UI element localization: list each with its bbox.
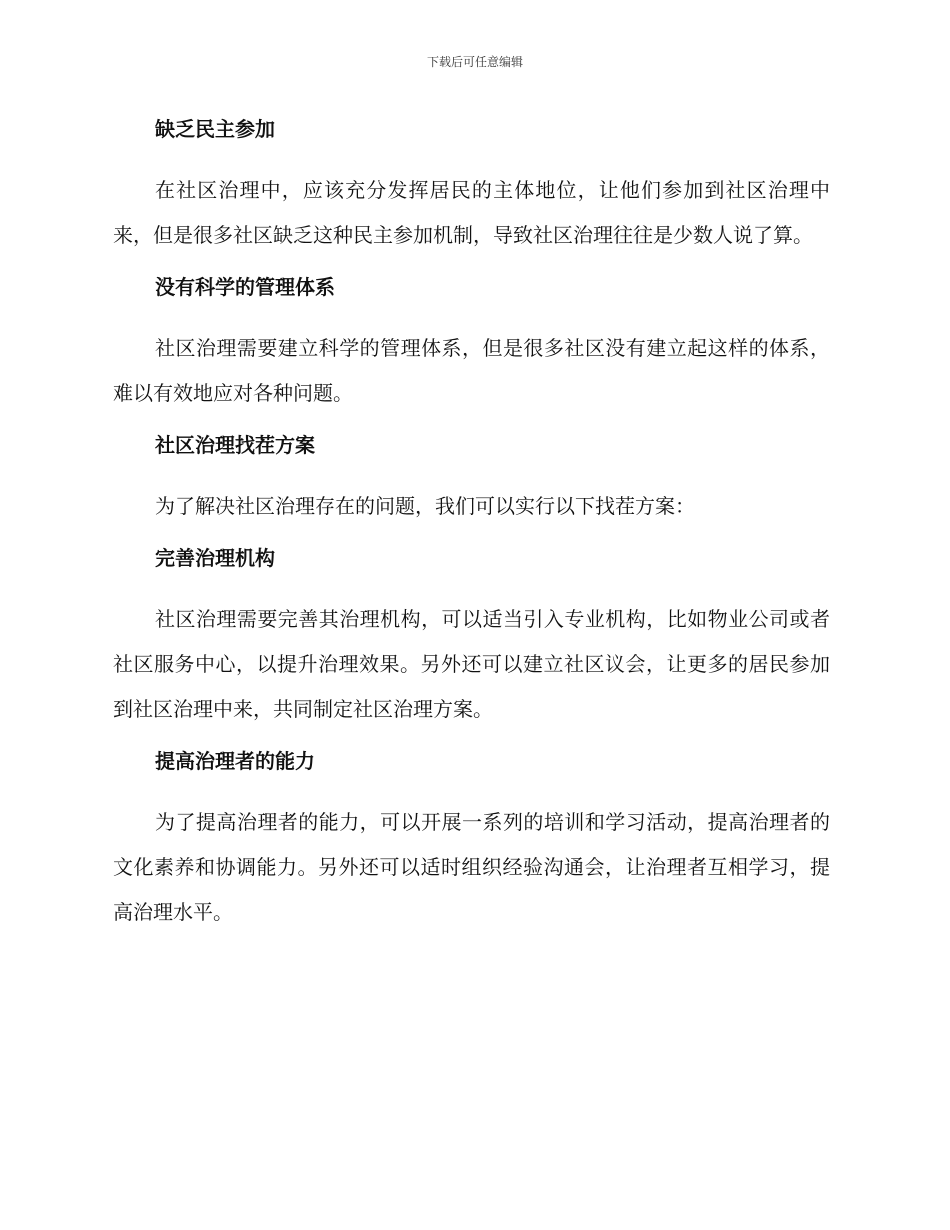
document-body: [113, 112, 830, 947]
section-paragraph-improve-institutions: 社区治理需要完善其治理机构，可以适当引入专业机构，比如物业公司或者社区服务中心，以提升治理效果。另外还可以建立社区议会，让更多的居民参加到社区治理中来，共同制定社区治理方案。: [113, 607, 830, 721]
section-paragraph-lack-democratic-participation: 在社区治理中，应该充分发挥居民的主体地位，让他们参加到社区治理中来，但是很多社区缺乏这种民主参加机制，导致社区治理往往是少数人说了算。: [113, 178, 830, 247]
section-heading-no-management-system: 没有科学的管理体系: [155, 275, 335, 299]
section-paragraph-no-management-system: 社区治理需要建立科学的管理体系，但是很多社区没有建立起这样的体系，难以有效地应对各种问题。: [113, 336, 830, 405]
section-heading-improve-ability: 提高治理者的能力: [155, 749, 315, 773]
section-paragraph-improve-ability: 为了提高治理者的能力，可以开展一系列的培训和学习活动，提高治理者的文化素养和协调能力。另外还可以适时组织经验沟通会，让治理者互相学习，提高治理水平。: [113, 810, 830, 924]
section-heading-improve-institutions: 完善治理机构: [155, 546, 275, 570]
section-heading-governance-plan: 社区治理找茬方案: [155, 433, 315, 457]
section-heading-lack-democratic-participation: 缺乏民主参加: [155, 117, 275, 141]
section-paragraph-governance-plan: 为了解决社区治理存在的问题，我们可以实行以下找茬方案：: [155, 494, 695, 518]
page-header: 下载后可任意编辑: [426, 55, 523, 69]
